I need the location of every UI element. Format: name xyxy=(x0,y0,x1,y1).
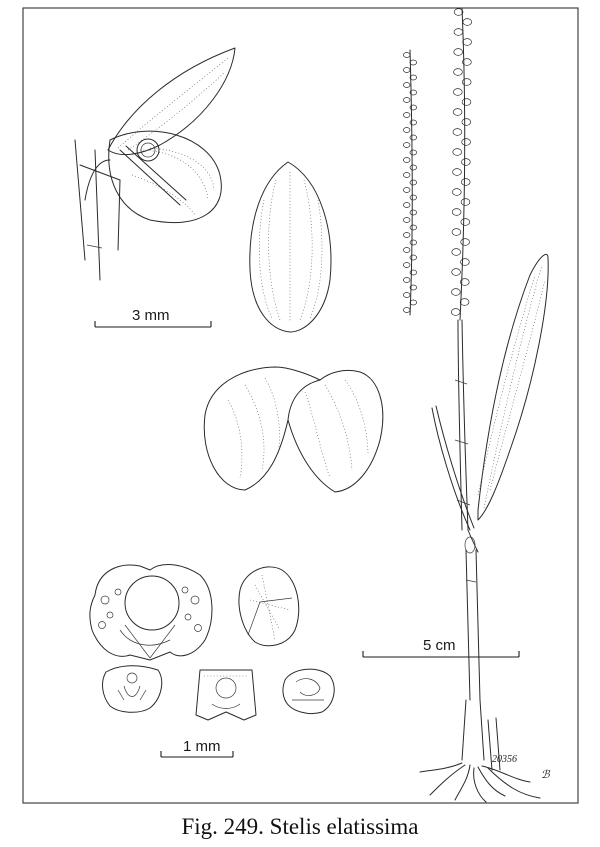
raceme-flower xyxy=(403,143,410,148)
raceme-flower xyxy=(410,165,417,170)
raceme-flower xyxy=(453,169,462,176)
raceme-flower xyxy=(410,255,417,260)
raceme-flower xyxy=(403,218,410,223)
raceme-flower xyxy=(451,309,460,316)
raceme-flower xyxy=(403,263,410,268)
herbarium-number: 20356 xyxy=(492,754,517,765)
lateral-sepals-flat xyxy=(204,367,383,492)
figure-caption-text: Fig. 249. Stelis elatissima xyxy=(181,814,419,839)
raceme-flower xyxy=(410,120,417,125)
raceme-flower xyxy=(403,203,410,208)
raceme-flower xyxy=(462,119,471,126)
raceme-flower xyxy=(452,269,461,276)
raceme-flower xyxy=(410,240,417,245)
raceme-flower xyxy=(453,89,462,96)
flower-side-view xyxy=(75,48,235,280)
raceme-flower xyxy=(462,159,471,166)
raceme-flower xyxy=(410,225,417,230)
raceme-flower xyxy=(403,83,410,88)
raceme-flower xyxy=(403,278,410,283)
raceme-flower xyxy=(452,249,461,256)
raceme-flower xyxy=(461,239,470,246)
raceme-flower xyxy=(410,300,417,305)
raceme-flower xyxy=(452,209,461,216)
petals-lip-front xyxy=(90,565,212,660)
raceme-flower xyxy=(461,199,470,206)
column-side-view xyxy=(283,669,334,713)
raceme-flower xyxy=(461,219,470,226)
raceme-flower xyxy=(403,248,410,253)
raceme-flower xyxy=(462,79,471,86)
raceme-flower xyxy=(410,150,417,155)
raceme-flower xyxy=(452,229,461,236)
scale-label-3mm: 3 mm xyxy=(132,307,170,324)
raceme-flower xyxy=(454,69,463,76)
raceme-flower xyxy=(463,19,472,26)
raceme-flower xyxy=(461,179,470,186)
raceme-flower xyxy=(462,139,471,146)
inflorescence-detached xyxy=(403,50,416,315)
whole-plant xyxy=(420,8,548,802)
raceme-flower xyxy=(403,308,410,313)
illustrator-signature: ℬ xyxy=(541,769,550,781)
dorsal-sepal-flat xyxy=(250,162,331,332)
raceme-flower xyxy=(453,149,462,156)
raceme-flower xyxy=(403,128,410,133)
raceme-flower xyxy=(453,129,462,136)
raceme-flower xyxy=(403,188,410,193)
raceme-flower xyxy=(410,60,417,65)
raceme-flower xyxy=(410,180,417,185)
raceme-flower xyxy=(403,53,410,58)
raceme-flower xyxy=(410,210,417,215)
raceme-flower xyxy=(403,98,410,103)
scale-label-5cm: 5 cm xyxy=(423,637,456,654)
raceme-flower xyxy=(453,109,462,116)
lip-view xyxy=(103,666,162,713)
raceme-flower xyxy=(460,299,469,306)
raceme-flower xyxy=(403,158,410,163)
raceme-flower xyxy=(462,99,471,106)
plate-frame xyxy=(23,8,578,803)
raceme-flower xyxy=(452,189,461,196)
figure-caption xyxy=(0,814,600,840)
raceme-flower xyxy=(410,135,417,140)
raceme-flower xyxy=(403,233,410,238)
petal-view xyxy=(239,567,299,646)
raceme-flower xyxy=(403,293,410,298)
raceme-flower xyxy=(403,173,410,178)
raceme-flower xyxy=(403,113,410,118)
raceme-flower xyxy=(454,49,463,56)
raceme-flower xyxy=(461,259,470,266)
raceme-flower xyxy=(403,68,410,73)
scale-label-1mm: 1 mm xyxy=(183,738,221,755)
raceme-flower xyxy=(463,39,472,46)
raceme-flower xyxy=(452,289,461,296)
raceme-flower xyxy=(410,195,417,200)
raceme-flower xyxy=(454,29,463,36)
column-front-view xyxy=(196,670,256,720)
